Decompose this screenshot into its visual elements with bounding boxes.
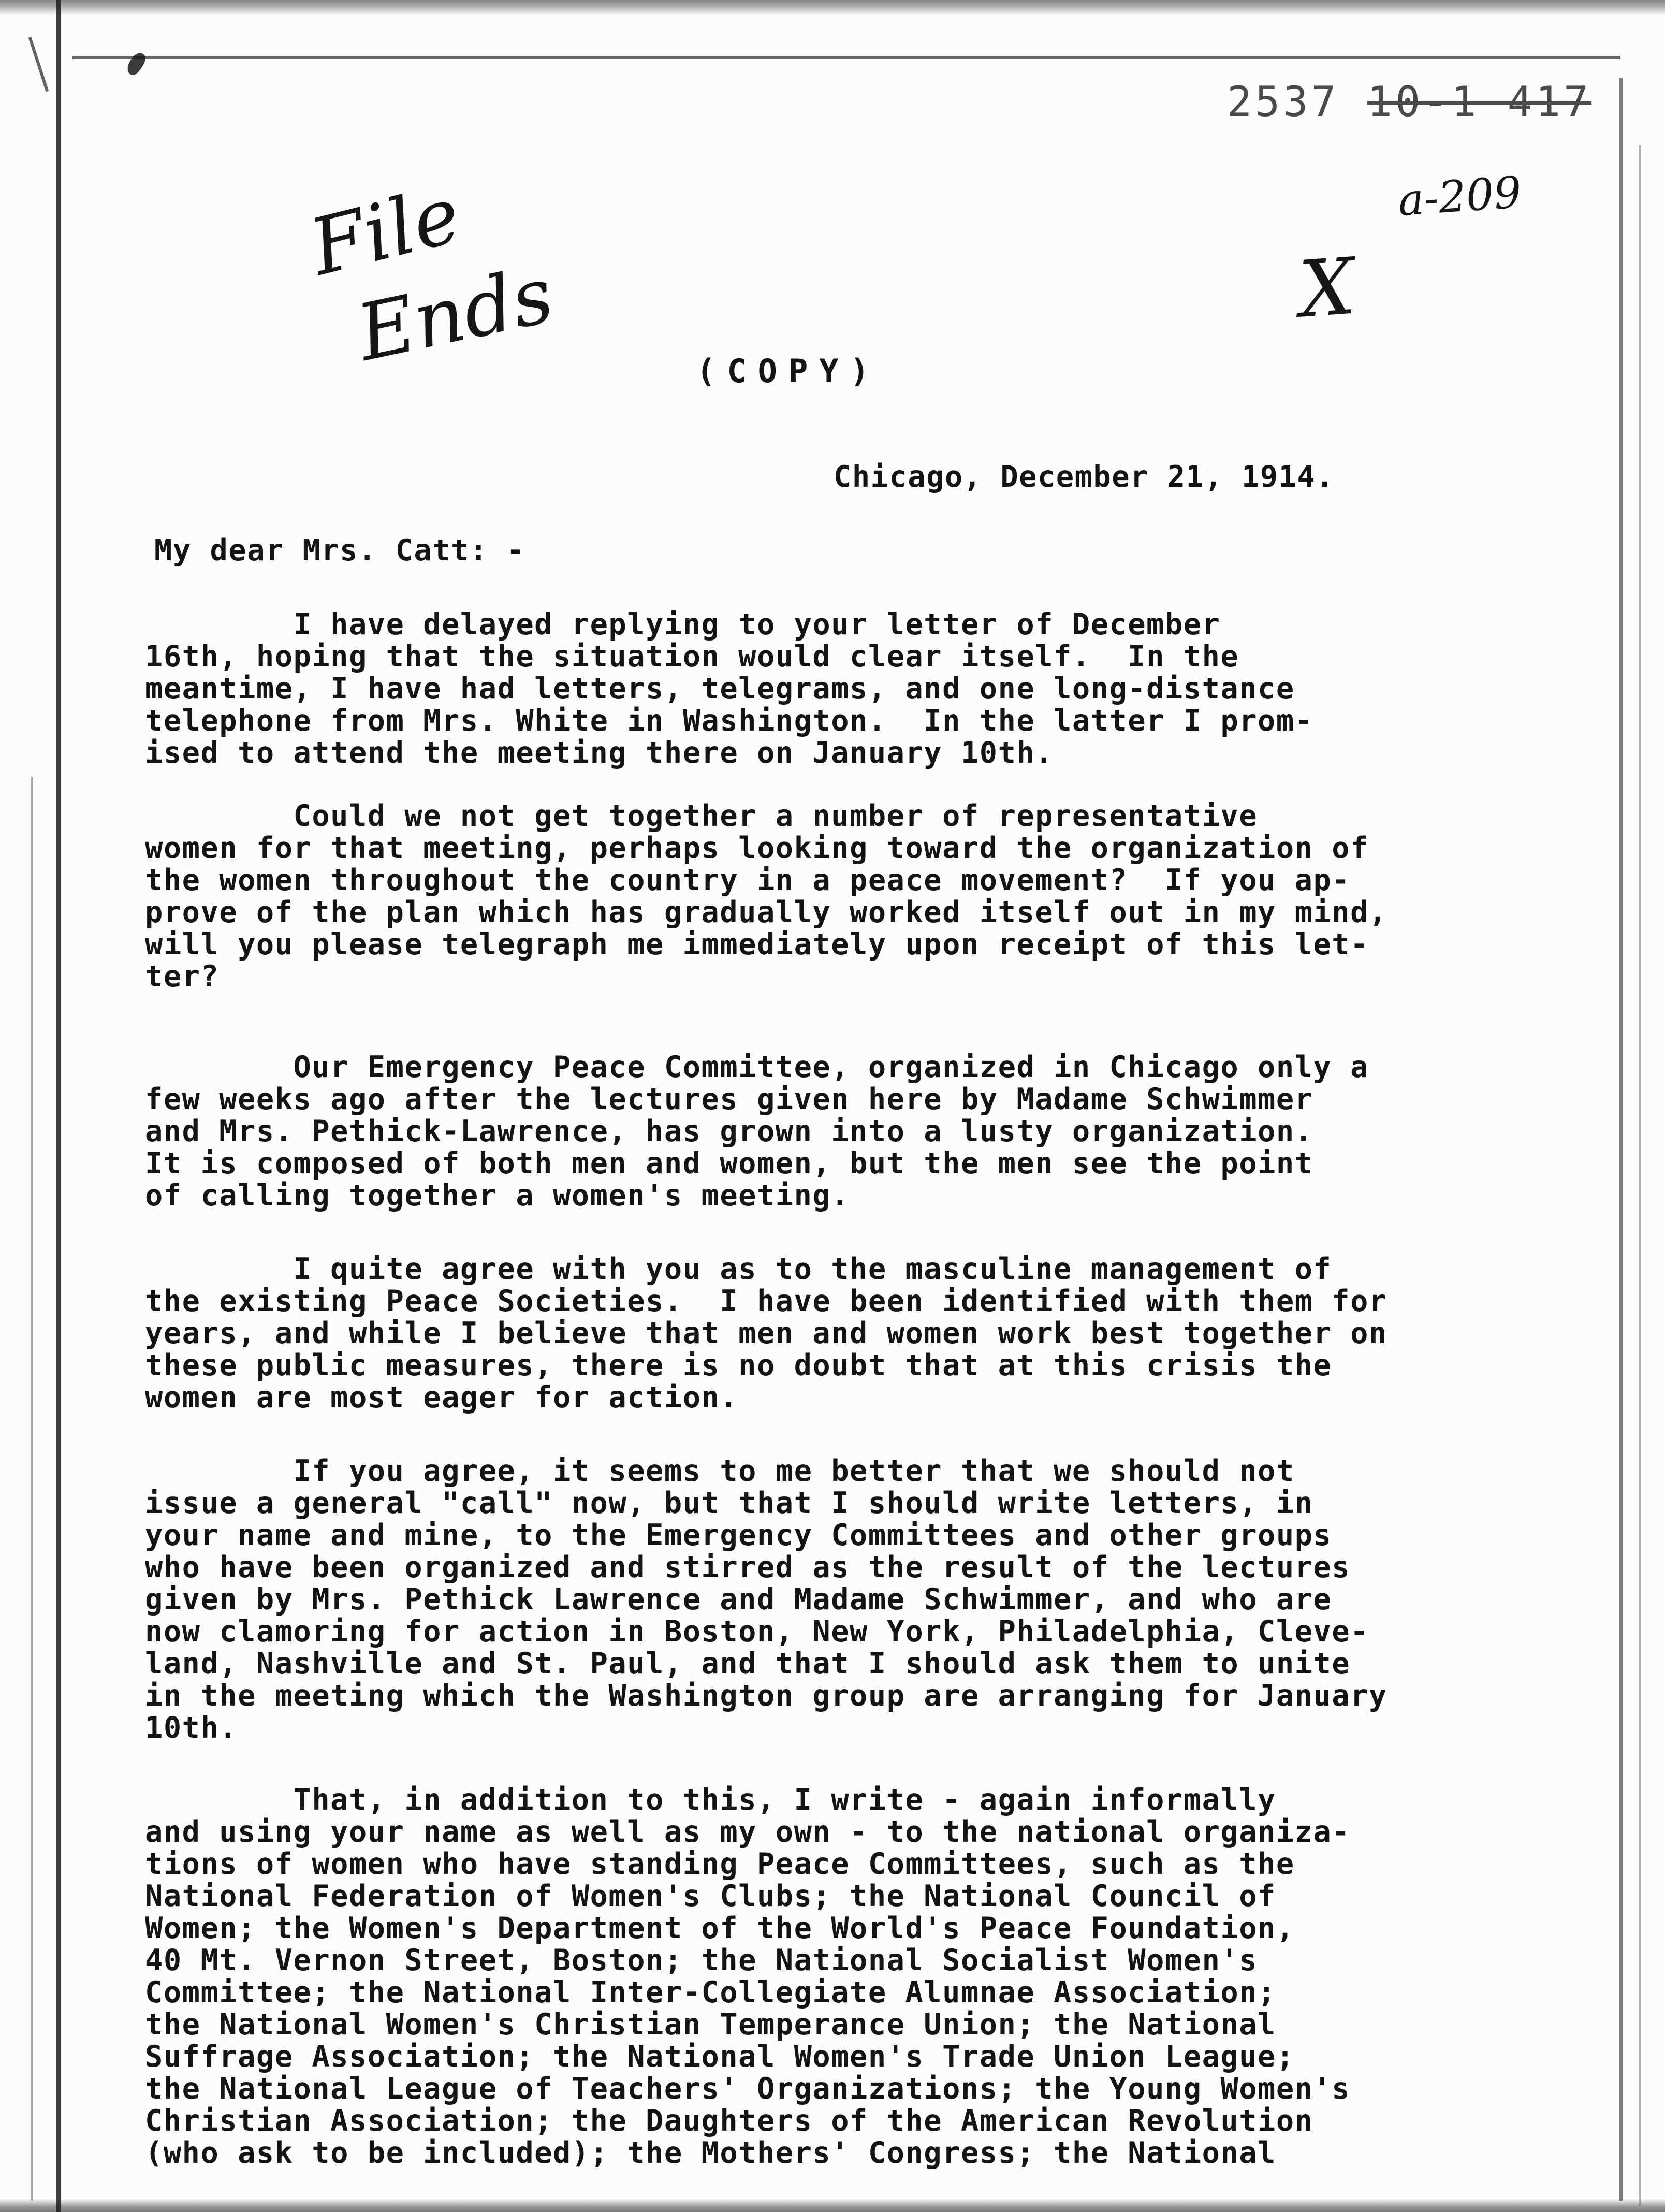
letter-paragraph	[145, 1784, 1491, 2169]
paragraph-line: If you agree, it seems to me better that we should not	[145, 1454, 1295, 1488]
letter-salutation: My dear Mrs. Catt: -	[154, 533, 525, 567]
paragraph-line: the women throughout the country in a peace movement? If you ap-	[145, 863, 1351, 897]
paragraph-line: Christian Association; the Daughters of the American Revolution	[145, 2104, 1313, 2138]
stamp-number: 2537	[1227, 78, 1339, 126]
paragraph-line: the National Women's Christian Temperance Union; the National	[145, 2007, 1276, 2042]
corner-fold-mark	[28, 27, 79, 92]
paragraph-line: 10th.	[145, 1711, 238, 1745]
letter-paragraph	[145, 1253, 1491, 1414]
paragraph-line: issue a general "call" now, but that I should write letters, in	[145, 1486, 1313, 1520]
paragraph-line: prove of the plan which has gradually worked itself out in my mind,	[145, 895, 1388, 929]
paragraph-line: of calling together a women's meeting.	[145, 1178, 850, 1213]
letter-dateline: Chicago, December 21, 1914.	[834, 460, 1335, 494]
paragraph-line: I quite agree with you as to the masculine management of	[145, 1252, 1332, 1286]
paragraph-line: (who ask to be included); the Mothers' Congress; the National	[145, 2136, 1276, 2170]
scan-edge-bottom	[0, 2199, 1665, 2212]
handwritten-ends-note: Ends	[350, 250, 561, 379]
paragraph-line: the existing Peace Societies. I have been identified with them for	[145, 1284, 1388, 1318]
paragraph-line: will you please telegraph me immediately upon receipt of this let-	[145, 927, 1369, 962]
paragraph-line: It is composed of both men and women, but the men see the point	[145, 1146, 1313, 1181]
paragraph-line: meantime, I have had letters, telegrams, and one long-distance	[145, 672, 1295, 706]
paragraph-line: That, in addition to this, I write - again informally	[145, 1783, 1276, 1817]
ink-blot	[124, 50, 149, 78]
paragraph-line: few weeks ago after the lectures given here by Madame Schwimmer	[145, 1082, 1313, 1116]
stamp-struck-number: 10-1 417	[1367, 78, 1592, 126]
left-margin-rule	[56, 0, 61, 2212]
handwritten-file-note: File	[302, 169, 469, 294]
paragraph-line: tions of women who have standing Peace Committees, such as the	[145, 1847, 1295, 1881]
paragraph-line: women for that meeting, perhaps looking toward the organization of	[145, 831, 1369, 865]
paragraph-line: ter?	[145, 959, 220, 994]
paragraph-line: your name and mine, to the Emergency Committees and other groups	[145, 1518, 1332, 1552]
letter-paragraph	[145, 608, 1491, 769]
paragraph-line: Suffrage Association; the National Women's Trade Union League;	[145, 2040, 1295, 2074]
paragraph-line: Our Emergency Peace Committee, organized in Chicago only a	[145, 1050, 1369, 1084]
paragraph-line: Could we not get together a number of representative	[145, 799, 1258, 833]
letter-paragraph	[145, 800, 1491, 993]
paragraph-line: now clamoring for action in Boston, New York, Philadelphia, Cleve-	[145, 1614, 1369, 1649]
paragraph-line: ised to attend the meeting there on January 10th.	[145, 736, 1054, 770]
copy-heading: (COPY)	[696, 352, 881, 390]
letter-paragraph	[145, 1051, 1491, 1212]
right-margin-rule	[1619, 78, 1623, 2201]
top-margin-rule	[72, 56, 1620, 59]
paragraph-line: in the meeting which the Washington group are arranging for January	[145, 1679, 1388, 1713]
paragraph-line: Committee; the National Inter-Collegiate Alumnae Association;	[145, 1975, 1276, 2010]
paragraph-line: land, Nashville and St. Paul, and that I should ask them to unite	[145, 1647, 1351, 1681]
paragraph-line: these public measures, there is no doubt that at this crisis the	[145, 1348, 1332, 1382]
archive-stamp	[1227, 78, 1591, 126]
paragraph-line: Women; the Women's Department of the World's Peace Foundation,	[145, 1911, 1295, 1945]
scan-edge-top	[0, 0, 1665, 16]
paragraph-line: 16th, hoping that the situation would clear itself. In the	[145, 639, 1239, 674]
handwritten-x-mark: X	[1296, 241, 1358, 336]
paragraph-line: and Mrs. Pethick-Lawrence, has grown into a lusty organization.	[145, 1114, 1313, 1148]
left-edge-shadow	[31, 777, 33, 2201]
paragraph-line: given by Mrs. Pethick Lawrence and Madame Schwimmer, and who are	[145, 1582, 1332, 1617]
paragraph-line: and using your name as well as my own - to the national organiza-	[145, 1815, 1351, 1849]
paragraph-line: women are most eager for action.	[145, 1380, 739, 1415]
paragraph-line: National Federation of Women's Clubs; the National Council of	[145, 1879, 1276, 1913]
paragraph-line: years, and while I believe that men and women work best together on	[145, 1316, 1388, 1350]
paragraph-line: the National League of Teachers' Organizations; the Young Women's	[145, 2072, 1351, 2106]
right-edge-shadow	[1639, 145, 1641, 2206]
paragraph-line: I have delayed replying to your letter of December	[145, 607, 1221, 642]
paragraph-line: who have been organized and stirred as the result of the lectures	[145, 1550, 1351, 1584]
paragraph-line: 40 Mt. Vernon Street, Boston; the National Socialist Women's	[145, 1943, 1258, 1977]
handwritten-archive-number: a-209	[1396, 166, 1523, 226]
letter-paragraph	[145, 1455, 1491, 1744]
paragraph-line: telephone from Mrs. White in Washington. In the latter I prom-	[145, 704, 1313, 738]
